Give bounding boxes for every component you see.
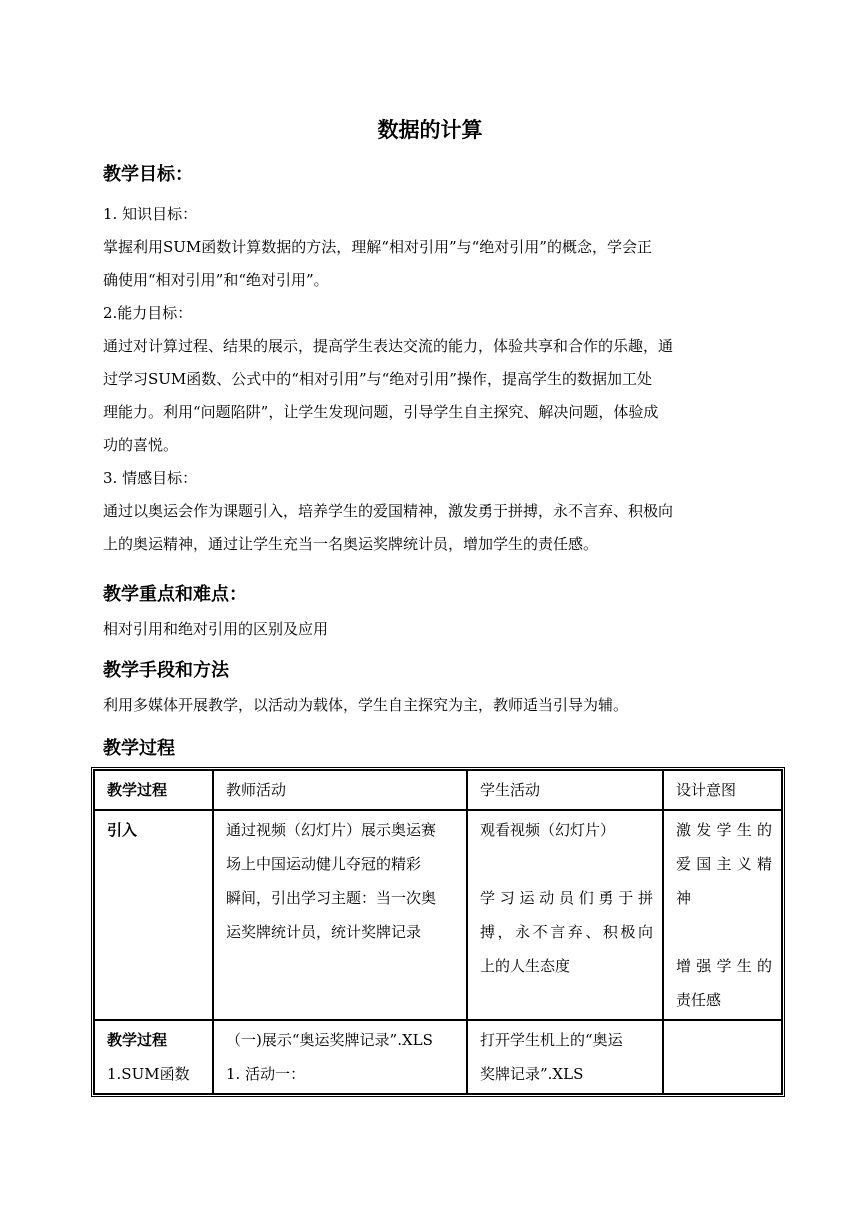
student-line: 奖牌记录”.XLS: [480, 1065, 584, 1083]
stage-sub: 1.SUM函数: [107, 1065, 190, 1083]
student-line: 上的人生态度: [480, 957, 571, 975]
stage-cell: [94, 1020, 213, 1094]
intent-line: 激发学生的: [676, 821, 772, 839]
stage-label: 教学过程: [107, 1031, 168, 1049]
knowledge-label: 1. 知识目标：: [103, 205, 198, 223]
header-cell: 教师活动: [213, 770, 467, 810]
teacher-line: （一)展示“奥运奖牌记录”.XLS: [226, 1031, 433, 1049]
teacher-line: 通过视频（幻灯片）展示奥运赛: [226, 821, 437, 839]
intent-line: 神: [676, 889, 692, 907]
process-heading: 教学过程: [103, 738, 175, 759]
header-cell: 设计意图: [663, 770, 782, 810]
key-text: 相对引用和绝对引用的区别及应用: [103, 620, 329, 638]
teacher-line: 瞬间，引出学习主题：当一次奥: [226, 889, 437, 907]
student-line: 搏，永不言弃、积极向: [480, 923, 653, 941]
intent-line: 责任感: [676, 991, 722, 1009]
key-heading: 教学重点和难点：: [103, 584, 247, 605]
teacher-cell: [213, 810, 467, 1020]
table-header-row: [94, 770, 782, 810]
goals-heading: 教学目标：: [103, 164, 193, 185]
ability-line: 功的喜悦。: [103, 436, 179, 454]
header-cell: 学生活动: [467, 770, 663, 810]
student-cell: [467, 1020, 663, 1094]
teacher-line: 1. 活动一：: [226, 1065, 306, 1083]
student-line: 打开学生机上的“奥运: [480, 1031, 623, 1049]
goals-body: [103, 198, 763, 561]
ability-label: 2.能力目标：: [103, 304, 193, 322]
method-heading: 教学手段和方法: [103, 660, 229, 681]
intent-cell: [663, 1020, 782, 1094]
table-row: [94, 1020, 782, 1094]
process-table: [91, 767, 785, 1097]
teacher-line: 运奖牌统计员，统计奖牌记录: [226, 923, 422, 941]
ability-line: 过学习SUM函数、公式中的“相对引用”与“绝对引用”操作，提高学生的数据加工处: [103, 370, 652, 388]
emotion-line: 上的奥运精神，通过让学生充当一名奥运奖牌统计员，增加学生的责任感。: [103, 535, 599, 553]
knowledge-line: 掌握利用SUM函数计算数据的方法，理解“相对引用”与“绝对引用”的概念，学会正: [103, 238, 652, 256]
student-line: 学习运动员们勇于拼: [480, 889, 653, 907]
intent-cell: [663, 810, 782, 1020]
student-cell: [467, 810, 663, 1020]
table-row: [94, 810, 782, 1020]
document-title: 数据的计算: [377, 118, 483, 142]
teacher-cell: [213, 1020, 467, 1094]
ability-line: 理能力。利用“问题陷阱”，让学生发现问题，引导学生自主探究、解决问题，体验成: [103, 403, 659, 421]
header-cell: 教学过程: [94, 770, 213, 810]
emotion-line: 通过以奥运会作为课题引入，培养学生的爱国精神，激发勇于拼搏，永不言弃、积极向: [103, 502, 674, 520]
ability-line: 通过对计算过程、结果的展示，提高学生表达交流的能力，体验共享和合作的乐趣，通: [103, 337, 674, 355]
knowledge-line: 确使用“相对引用”和“绝对引用”。: [103, 271, 329, 289]
intent-line: 增强学生的: [676, 957, 772, 975]
emotion-label: 3. 情感目标：: [103, 469, 198, 487]
method-text: 利用多媒体开展教学，以活动为载体，学生自主探究为主，教师适当引导为辅。: [103, 696, 629, 714]
teacher-line: 场上中国运动健儿夺冠的精彩: [226, 855, 422, 873]
intent-line: 爱国主义精: [676, 855, 772, 873]
student-line: 观看视频（幻灯片）: [480, 821, 616, 839]
stage-cell: 引入: [94, 810, 213, 1020]
